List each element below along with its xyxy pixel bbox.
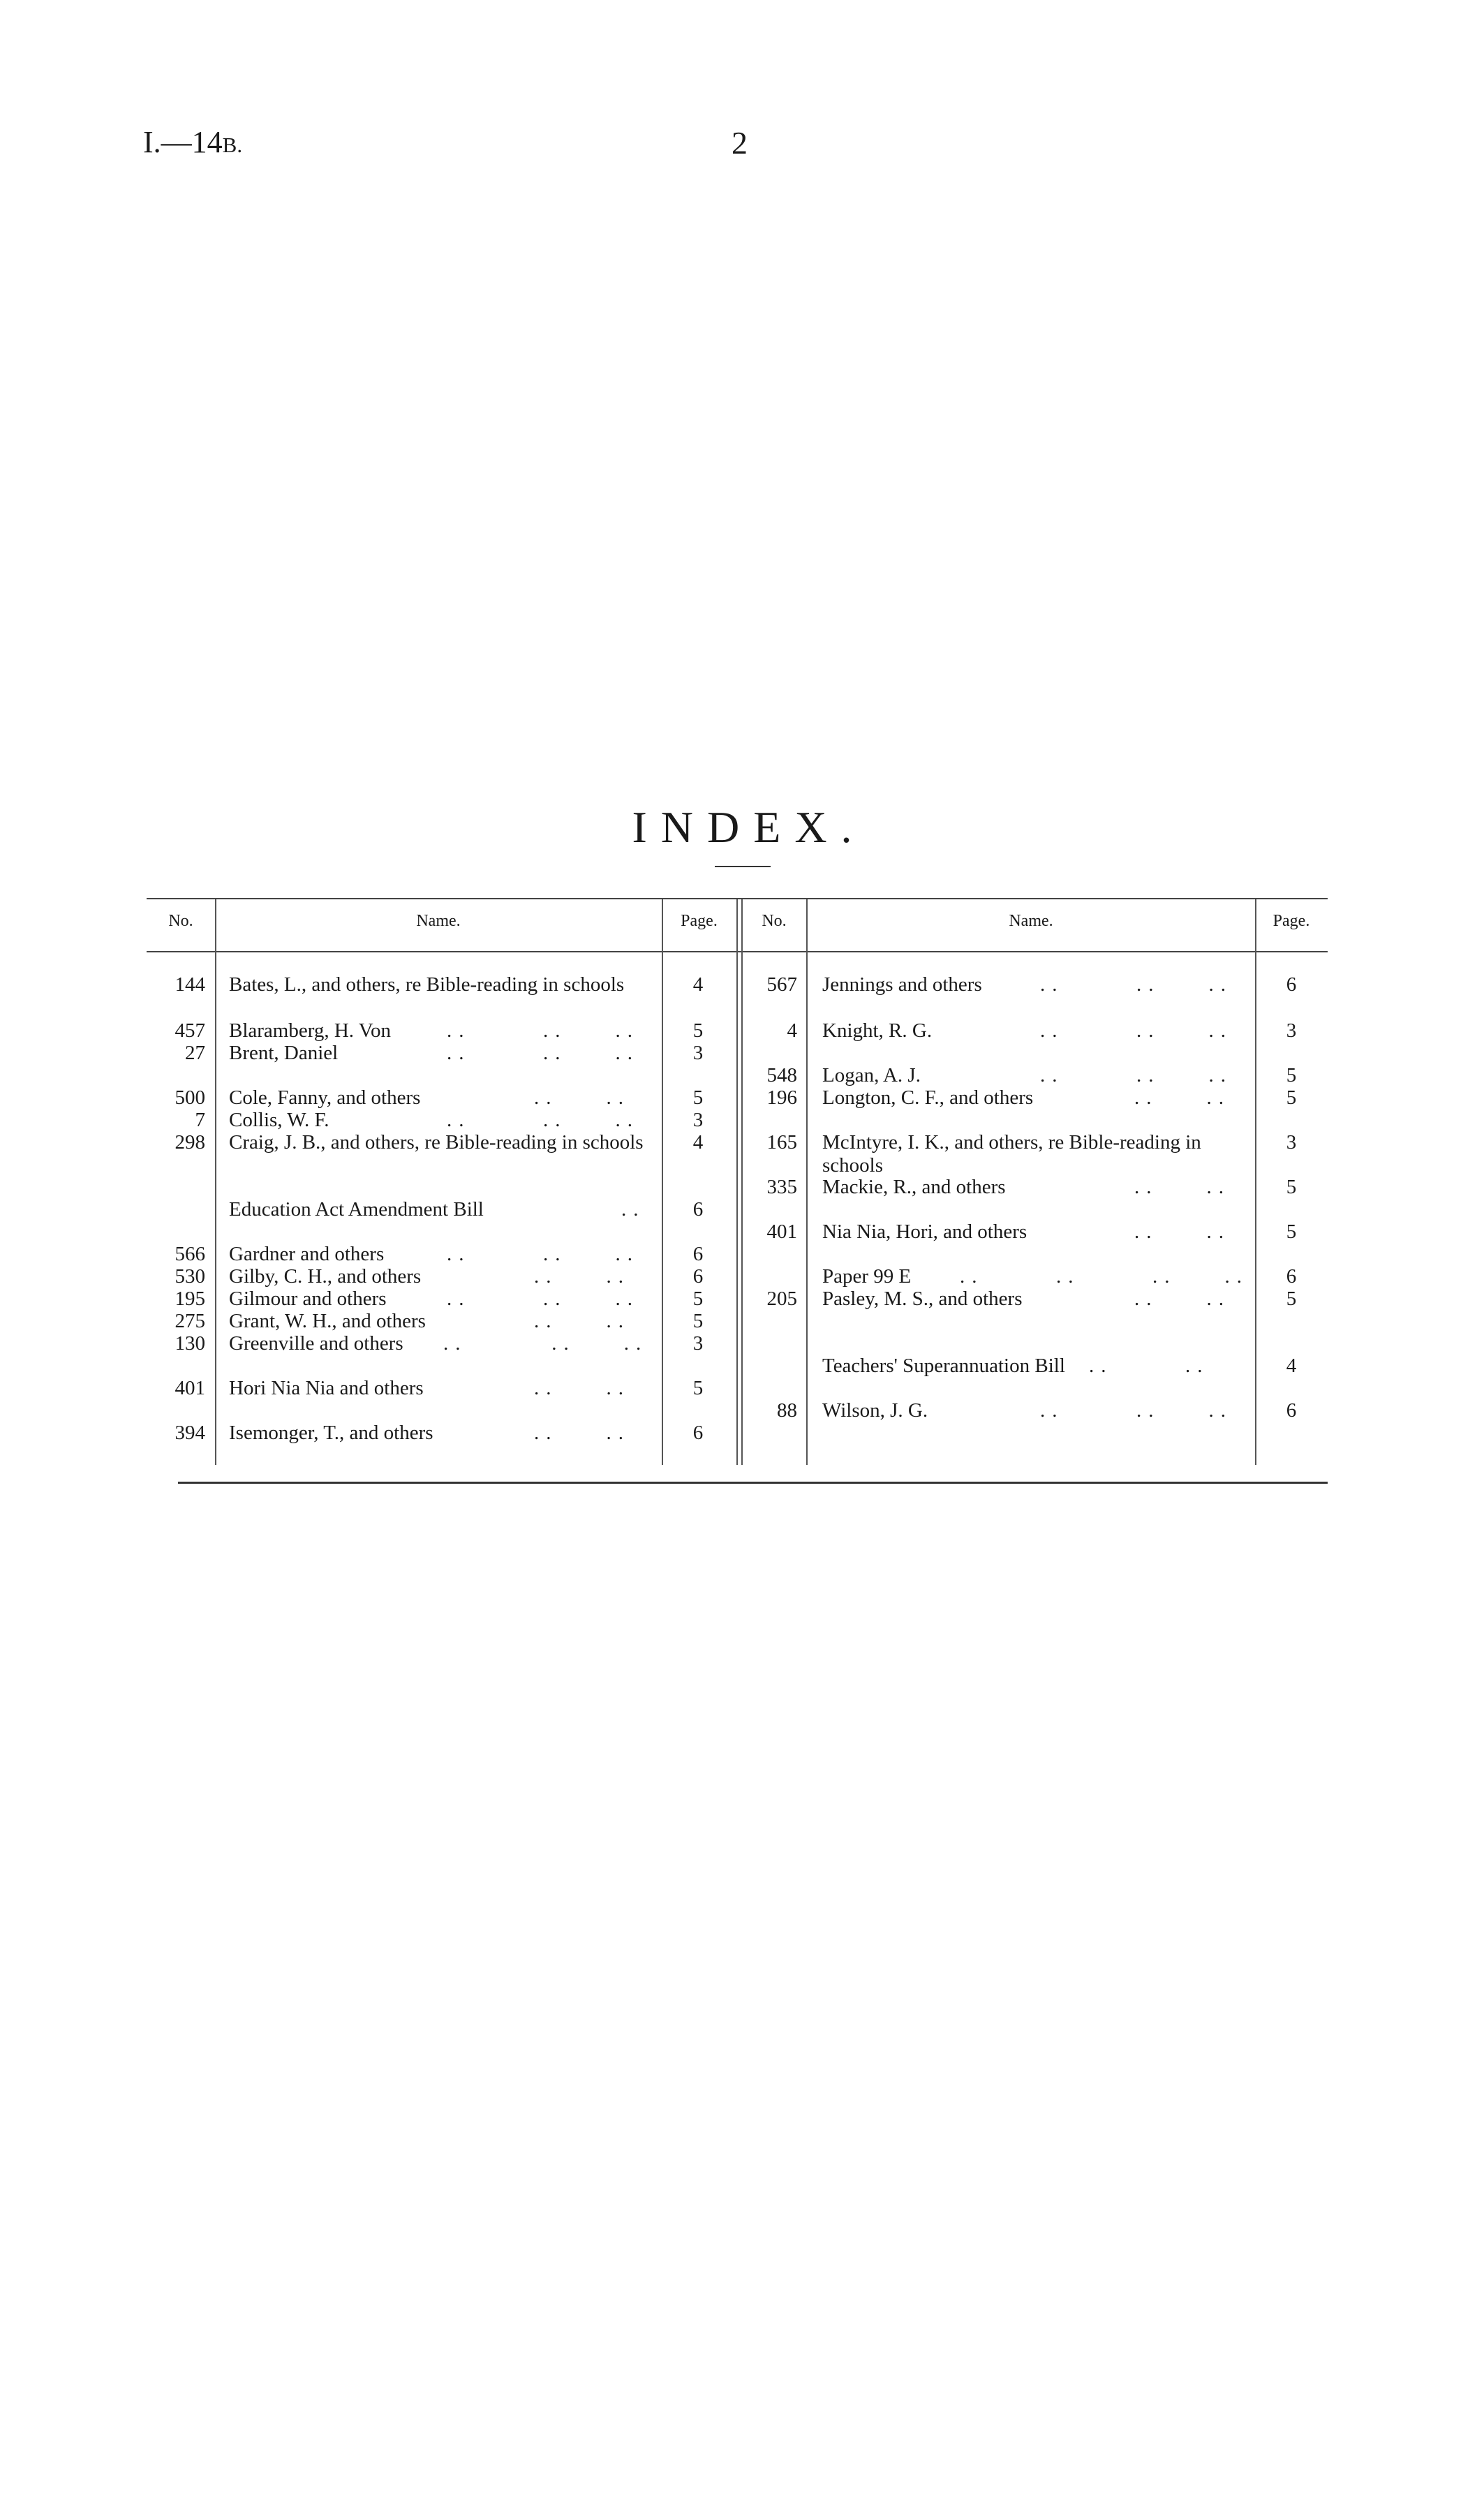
leader-dots: .. .. .. [443, 1332, 648, 1355]
entry-number: 335 [766, 1176, 797, 1198]
entry-page: 6 [1286, 973, 1297, 996]
entry-name: Mackie, R., and others [822, 1176, 1006, 1198]
column-header-page: Page. [1272, 912, 1310, 930]
entry-name: Paper 99 E [822, 1265, 912, 1288]
entry-page: 5 [692, 1019, 704, 1042]
entry-number: 548 [766, 1064, 797, 1086]
column-divider [1255, 899, 1256, 1465]
entry-page: 5 [692, 1377, 704, 1399]
page-number: 2 [732, 125, 748, 161]
entry-name: Pasley, M. S., and others [822, 1288, 1023, 1310]
entry-page: 3 [1286, 1131, 1297, 1153]
entry-name: Gardner and others [229, 1243, 385, 1265]
entry-name: Grant, W. H., and others [229, 1310, 426, 1332]
leader-dots: .. .. [534, 1310, 630, 1332]
entry-number: 567 [766, 973, 797, 996]
entry-name: Hori Nia Nia and others [229, 1377, 424, 1399]
entry-page: 3 [692, 1332, 704, 1355]
entry-page: 5 [1286, 1086, 1297, 1109]
entry-number: 7 [195, 1109, 205, 1131]
column-header-no: No. [762, 912, 787, 930]
leader-dots: .. .. [1089, 1355, 1210, 1377]
entry-number: 165 [766, 1131, 797, 1153]
entry-number: 4 [787, 1019, 797, 1042]
leader-dots: .. .. [1134, 1288, 1231, 1310]
entry-page: 6 [1286, 1399, 1297, 1422]
leader-dots: .. .. [1134, 1176, 1231, 1198]
entry-page: 3 [692, 1042, 704, 1064]
entry-name: Education Act Amendment Bill [229, 1198, 484, 1221]
leader-dots: .. .. .. .. [960, 1265, 1249, 1288]
leader-dots: .. .. .. [1040, 973, 1233, 996]
entry-number: 27 [185, 1042, 205, 1064]
entry-name: Blaramberg, H. Von [229, 1019, 391, 1042]
entry-name: Nia Nia, Hori, and others [822, 1221, 1027, 1243]
entry-name: Teachers' Superannuation Bill [822, 1355, 1065, 1377]
entry-name: Logan, A. J. [822, 1064, 921, 1086]
column-divider [736, 899, 738, 1465]
entry-page: 5 [692, 1288, 704, 1310]
entry-page: 5 [692, 1310, 704, 1332]
entry-page: 3 [1286, 1019, 1297, 1042]
column-divider [741, 899, 743, 1465]
document-reference: I.—14B. [143, 125, 243, 159]
entry-number: 275 [175, 1310, 205, 1332]
entry-name: Brent, Daniel [229, 1042, 339, 1064]
entry-name: Craig, J. B., and others, re Bible-reading in schools [229, 1131, 644, 1153]
leader-dots: .. .. [534, 1265, 630, 1288]
entry-page: 3 [692, 1109, 704, 1131]
entry-name: Knight, R. G. [822, 1019, 933, 1042]
entry-page: 4 [1286, 1355, 1297, 1377]
entry-name: Cole, Fanny, and others [229, 1086, 421, 1109]
leader-dots: .. .. .. [447, 1243, 639, 1265]
leader-dots: .. .. .. [447, 1288, 639, 1310]
page-title: INDEX. [632, 802, 866, 852]
entry-page: 6 [692, 1198, 704, 1221]
entry-name: Longton, C. F., and others [822, 1086, 1034, 1109]
entry-page: 6 [1286, 1265, 1297, 1288]
entry-name: McIntyre, I. K., and others, re Bible-reading in schools [822, 1131, 1201, 1177]
leader-dots: .. .. .. [447, 1019, 639, 1042]
leader-dots: .. .. [534, 1422, 630, 1444]
entry-number: 144 [175, 973, 205, 996]
column-header-no: No. [168, 912, 193, 930]
entry-number: 195 [175, 1288, 205, 1310]
leader-dots: .. .. [534, 1377, 630, 1399]
entry-page: 6 [692, 1265, 704, 1288]
leader-dots: .. .. .. [447, 1109, 639, 1131]
entry-number: 500 [175, 1086, 205, 1109]
title-underline [715, 866, 771, 867]
entry-number: 566 [175, 1243, 205, 1265]
entry-name: Collis, W. F. [229, 1109, 329, 1131]
entry-page: 4 [692, 1131, 704, 1153]
entry-page: 5 [1286, 1064, 1297, 1086]
entry-number: 205 [766, 1288, 797, 1310]
column-header-page: Page. [681, 912, 718, 930]
index-table [147, 898, 1328, 1484]
entry-number: 394 [175, 1422, 205, 1444]
entry-number: 530 [175, 1265, 205, 1288]
leader-dots: .. .. [534, 1086, 630, 1109]
entry-number: 401 [175, 1377, 205, 1399]
leader-dots: .. .. [1134, 1221, 1231, 1243]
entry-name: Greenville and others [229, 1332, 403, 1355]
entry-page: 5 [692, 1086, 704, 1109]
entry-name: Wilson, J. G. [822, 1399, 928, 1422]
leader-dots: .. .. .. [1040, 1064, 1233, 1086]
entry-name: Gilmour and others [229, 1288, 387, 1310]
entry-page: 5 [1286, 1221, 1297, 1243]
column-header-name: Name. [416, 912, 461, 930]
entry-page: 4 [692, 973, 704, 996]
entry-number: 196 [766, 1086, 797, 1109]
leader-dots: .. [621, 1198, 646, 1221]
entry-number: 457 [175, 1019, 205, 1042]
entry-number: 130 [175, 1332, 205, 1355]
table-bottom-rule [178, 1482, 1328, 1484]
leader-dots: .. .. .. [447, 1042, 639, 1064]
leader-dots: .. .. .. [1040, 1399, 1233, 1422]
column-divider [662, 899, 663, 1465]
entry-name: Bates, L., and others, re Bible-reading in schools [229, 973, 625, 996]
entry-page: 6 [692, 1422, 704, 1444]
column-divider [215, 899, 216, 1465]
leader-dots: .. .. .. [1040, 1019, 1233, 1042]
entry-page: 5 [1286, 1288, 1297, 1310]
entry-number: 88 [777, 1399, 797, 1422]
entry-name: Isemonger, T., and others [229, 1422, 433, 1444]
entry-name: Gilby, C. H., and others [229, 1265, 422, 1288]
entry-name: Jennings and others [822, 973, 982, 996]
column-header-name: Name. [1009, 912, 1053, 930]
entry-page: 6 [692, 1243, 704, 1265]
entry-number: 298 [175, 1131, 205, 1153]
entry-page: 5 [1286, 1176, 1297, 1198]
column-divider [806, 899, 808, 1465]
leader-dots: .. .. [1134, 1086, 1231, 1109]
entry-number: 401 [766, 1221, 797, 1243]
